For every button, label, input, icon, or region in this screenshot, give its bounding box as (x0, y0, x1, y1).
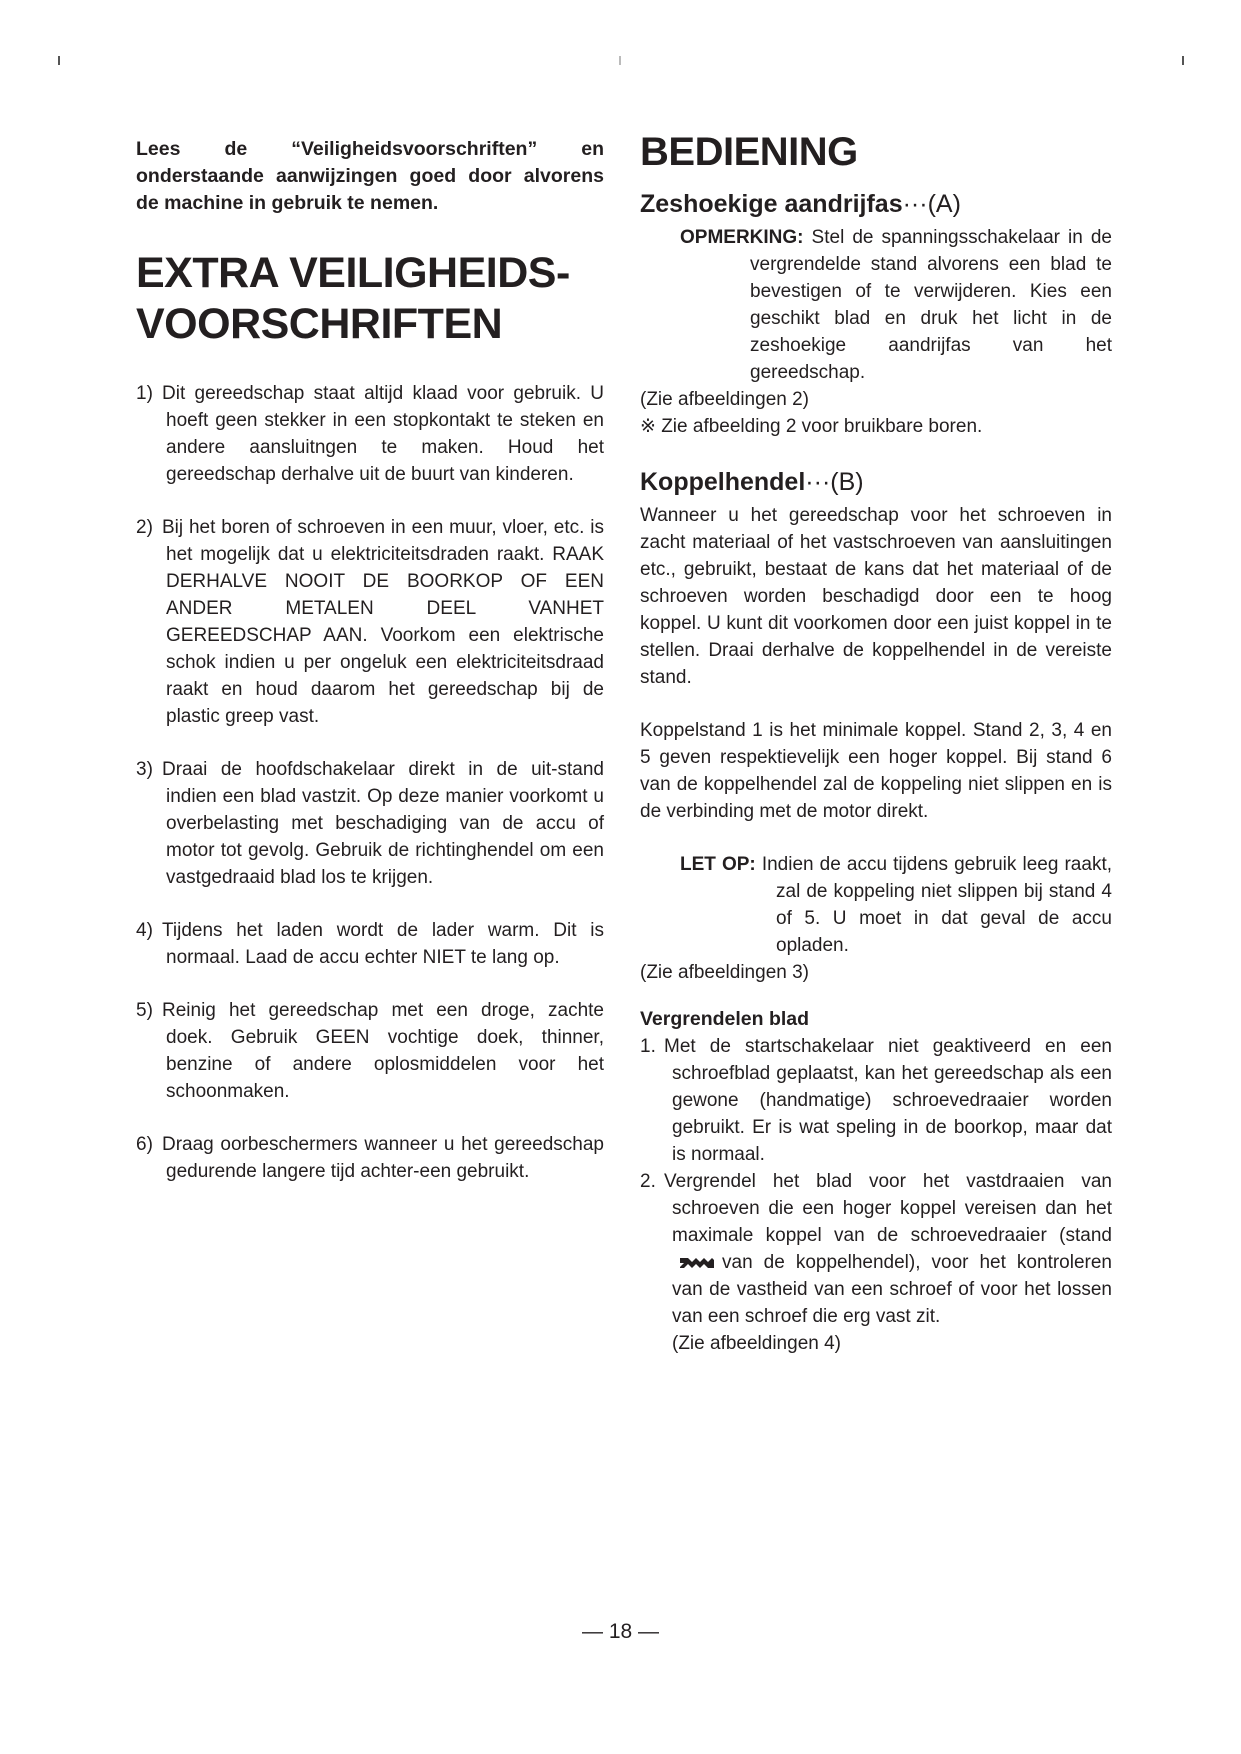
figure-ref: (Zie afbeeldingen 4) (672, 1333, 841, 1354)
hex-drive-heading: Zeshoekige aandrijfas···(A) (640, 190, 961, 218)
list-item: 2) Bij het boren of schroeven in een muur, vloer, etc. is het mogelijk dat u elektriciteitsdraden raakt. RAAK DERHALVE NOOIT DE BOORKOP OF EEN ANDER METALEN DEEL VANHET GEREEDSCHAP AAN. Voorkom een elektrische schok indien u per ongeluk een elektriciteitsdraad raakt en houd daarom het gereedschap bij de plastic greep vast. (136, 517, 604, 727)
page-number: — 18 — (581, 1620, 660, 1643)
left-column (136, 136, 604, 1211)
list-item: 5) Reinig het gereedschap met een droge, zachte doek. Gebruik GEEN vochtige doek, thinner, benzine of andere oplosmiddelen voor het schoonmaken. (136, 1000, 604, 1102)
bediening-title: BEDIENING (640, 130, 858, 174)
intro-text: Lees de “Veiligheidsvoorschriften” en onderstaande aanwijzingen goed door alvorens de machine in gebruik te nemen. (136, 138, 604, 214)
caution-text: Indien de accu tijdens gebruik leeg raakt, zal de koppeling niet slippen bij stand 4 of 5. U moet in dat geval de accu opladen. (761, 854, 1112, 956)
caution-block (680, 851, 1112, 959)
scan-mark-right (1182, 56, 1184, 65)
safety-list (136, 380, 604, 1185)
note-block (680, 224, 1112, 386)
lock-blade-heading: Vergrendelen blad (640, 1008, 810, 1030)
title-line-2: VOORSCHRIFTEN (136, 300, 503, 348)
caution-label: LET OP: (680, 854, 756, 875)
note-text: Stel de spanningsschakelaar in de vergrendelde stand alvorens een blad te bevestigen of te verwijderen. Kies een geschikt blad en druk het licht in de zeshoekige aandrijfas van het gereedschap. (750, 227, 1113, 383)
note-label: OPMERKING: (680, 227, 804, 248)
right-column (640, 128, 1112, 1357)
figure-ref-bits: ※ Zie afbeelding 2 voor bruikbare boren. (640, 416, 983, 437)
list-item: 3) Draai de hoofdschakelaar direkt in de uit-stand indien een blad vastzit. Op deze manier voorkomt u overbelasting met beschadiging van de accu of motor tot gevolg. Gebruik de richtinghendel om een vastgedraaid blad los te krijgen. (136, 759, 604, 888)
torque-lever-heading: Koppelhendel···(B) (640, 468, 864, 496)
scan-mark-left (58, 56, 60, 65)
torque-paragraph-2: Koppelstand 1 is het minimale koppel. Stand 2, 3, 4 en 5 geven respektievelijk een hoger koppel. Bij stand 6 van de koppelhendel zal de koppeling niet slippen en is de verbinding met de motor direkt. (640, 720, 1112, 822)
list-item: 1) Dit gereedschap staat altijd klaad voor gebruik. U hoeft geen stekker in een stopkontakt te steken en andere aansluitngen te maken. Houd het gereedschap derhalve uit de buurt van kinderen. (136, 383, 604, 485)
title-line-1: EXTRA VEILIGHEIDS- (136, 249, 570, 297)
list-item: 2. Vergrendel het blad voor het vastdraaien van schroeven die een hoger koppel vereisen dan het maximale koppel van de schroevedraaier (standvan de koppelhendel), voor het kontroleren van de vastheid van een schroef of voor het lossen van een schroef die erg vast zit. (640, 1171, 1112, 1327)
list-item: 4) Tijdens het laden wordt de lader warm. Dit is normaal. Laad de accu echter NIET te lang op. (136, 920, 604, 968)
figure-ref: (Zie afbeeldingen 3) (640, 962, 809, 983)
torque-paragraph-1: Wanneer u het gereedschap voor het schroeven in zacht materiaal of het vastschroeven van aansluitingen etc., gebruikt, bestaat de kans dat het materiaal of de schroeven worden beschadigd door een te hoog koppel. U kunt dit voorkomen door een juist koppel in te stellen. Draai derhalve de koppelhendel in de vereiste stand. (640, 505, 1112, 688)
extra-safety-title (136, 248, 604, 350)
drill-lock-icon (678, 1254, 716, 1272)
list-item: 6) Draag oorbeschermers wanneer u het gereedschap gedurende langere tijd achter-een gebruikt. (136, 1134, 604, 1182)
list-item: 1. Met de startschakelaar niet geaktiveerd en een schroefblad geplaatst, kan het gereedschap als een gewone (handmatige) schroevedraaier worden gebruikt. Er is wat speling in de boorkop, maar dat is normaal. (640, 1036, 1112, 1165)
scan-mark-center (619, 56, 621, 65)
lock-list (640, 1033, 1112, 1330)
figure-ref: (Zie afbeeldingen 2) (640, 389, 809, 410)
